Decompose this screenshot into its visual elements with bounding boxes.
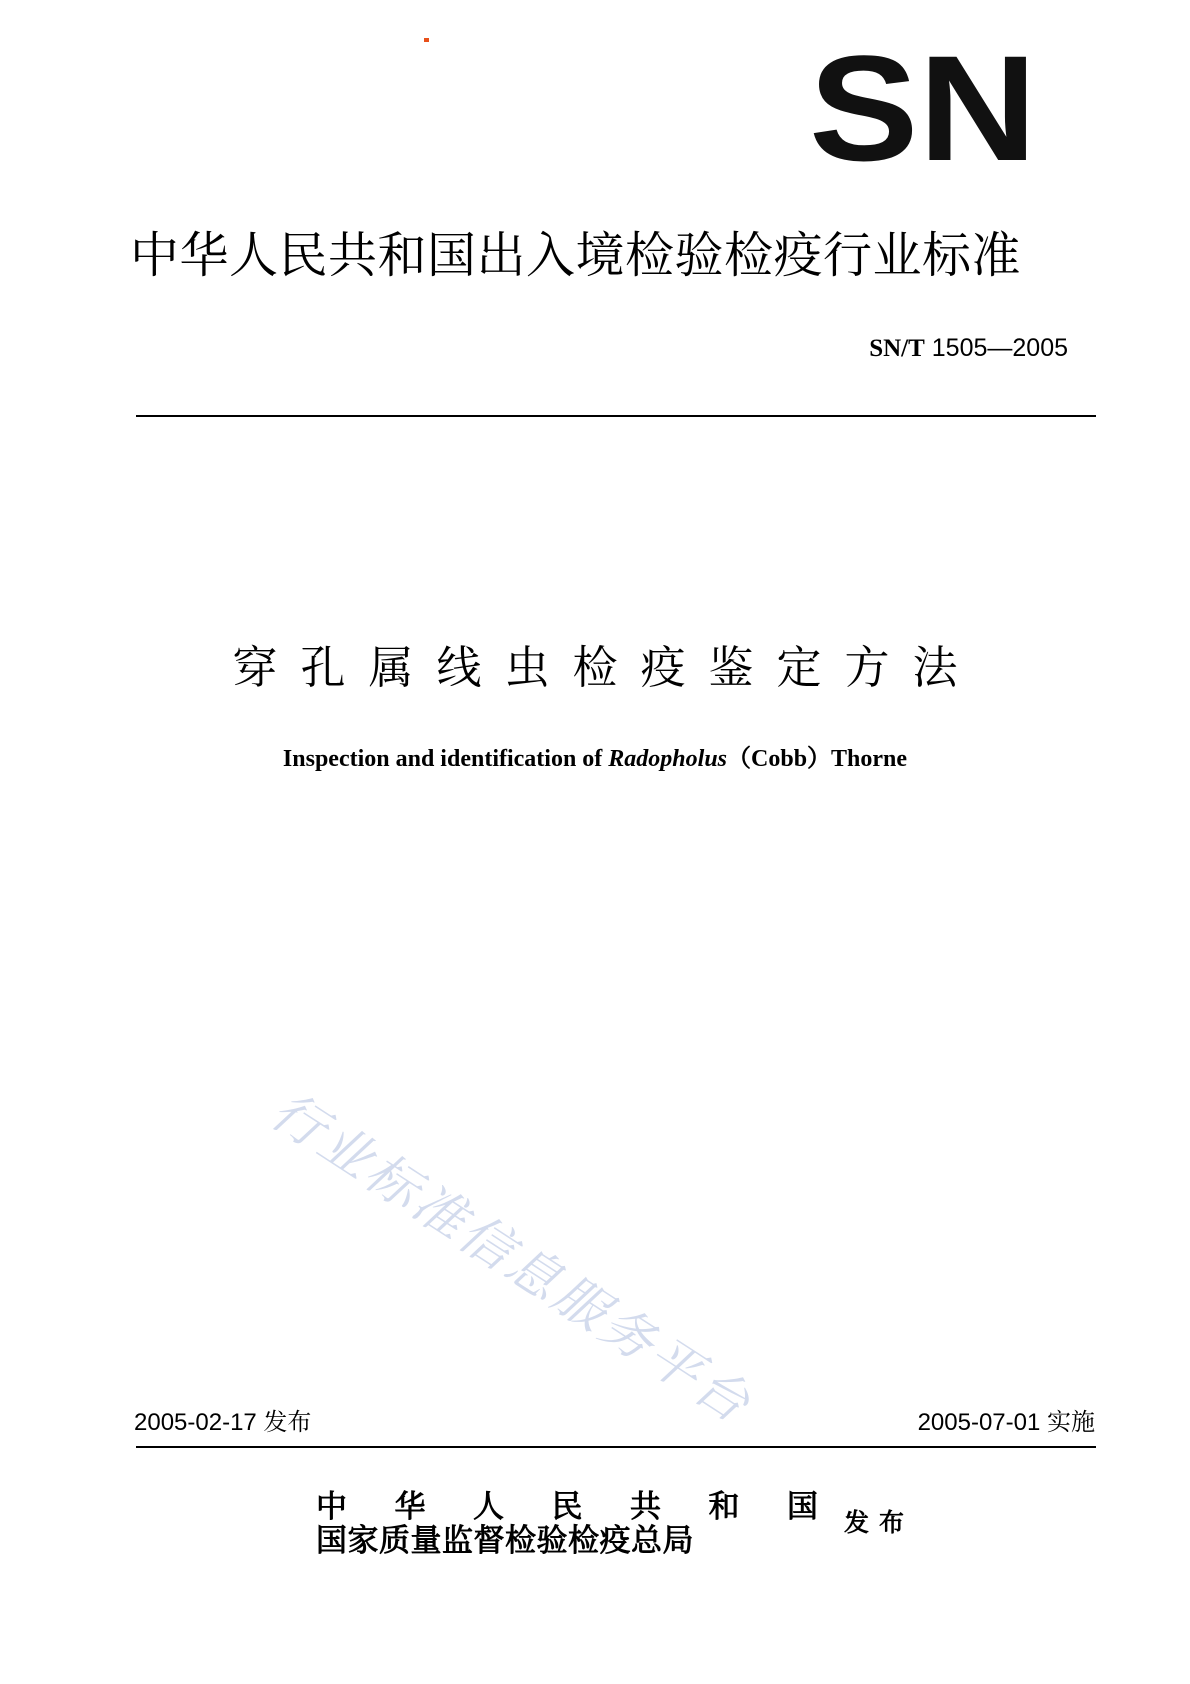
bottom-divider xyxy=(136,1446,1096,1448)
publish-action: 发布 xyxy=(844,1508,915,1537)
orange-mark xyxy=(424,38,429,42)
publisher-char: 国 xyxy=(787,1489,818,1525)
english-title-end: （Cobb）Thorne xyxy=(727,746,908,772)
standard-number-value: 1505—2005 xyxy=(931,334,1068,362)
english-title-genus: Radopholus xyxy=(608,746,728,772)
publisher-line-1 xyxy=(316,1490,818,1524)
industry-standard-title: 中华人民共和国出入境检验检疫行业标准 xyxy=(130,227,1022,284)
publisher-char: 共 xyxy=(630,1489,661,1525)
publisher-char: 中 xyxy=(316,1489,347,1525)
implementation-date: 2005-07-01 实施 xyxy=(917,1409,1095,1436)
standard-number xyxy=(869,333,1068,364)
watermark: 行业标准信息服务平台 xyxy=(260,1080,763,1437)
issue-date: 2005-02-17 发布 xyxy=(134,1409,312,1436)
sn-logo-text: SN xyxy=(809,48,1037,172)
publisher-char: 华 xyxy=(394,1489,426,1525)
publisher-line-2: 国家质量监督检验检疫总局 xyxy=(316,1523,694,1559)
publisher-char: 和 xyxy=(708,1489,740,1525)
publisher-char: 人 xyxy=(473,1489,504,1525)
publisher-char: 民 xyxy=(551,1489,583,1525)
english-title-start: Inspection and identification of xyxy=(282,746,609,772)
sn-logo xyxy=(808,48,1038,172)
standard-number-prefix: SN/T xyxy=(869,335,925,362)
top-divider xyxy=(136,415,1096,417)
english-title xyxy=(0,744,1190,774)
chinese-title: 穿孔属线虫检疫鉴定方法 xyxy=(232,641,981,694)
